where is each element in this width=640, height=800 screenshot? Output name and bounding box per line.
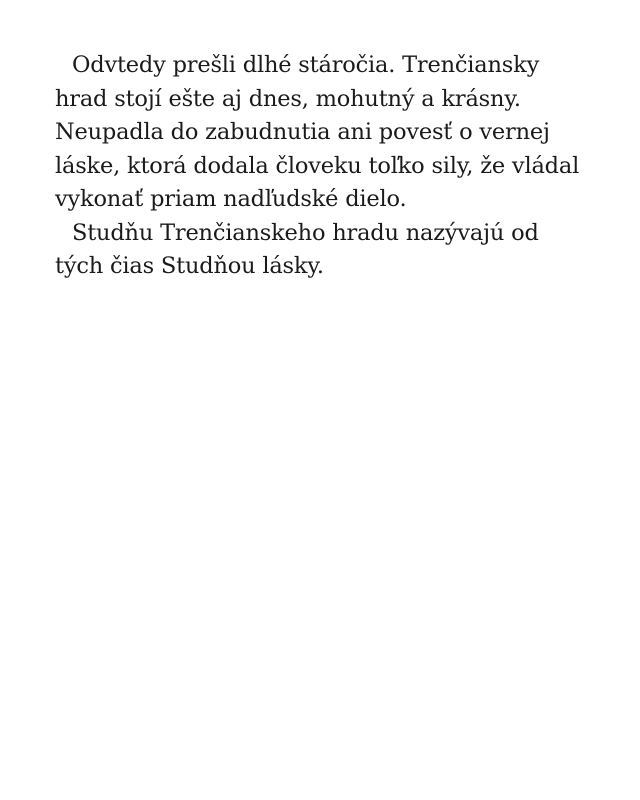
text-line: hrad stojí ešte aj dnes, mohutný a krásny. — [55, 85, 521, 112]
paragraph-2 — [55, 217, 595, 284]
body-text — [55, 49, 595, 284]
text-line: tých čias Studňou lásky. — [55, 253, 324, 279]
text-line: Studňu Trenčianskeho hradu nazývajú od — [72, 219, 539, 246]
text-line: láske, ktorá dodala človeku toľko sily, že vládal — [55, 152, 580, 179]
paragraph-1 — [55, 49, 595, 217]
text-line: vykonať priam nadľudské dielo. — [55, 186, 407, 212]
text-line: Odvtedy prešli dlhé stáročia. Trenčiansky — [72, 52, 540, 78]
text-line: Neupadla do zabudnutia ani povesť o vernej — [55, 119, 550, 145]
